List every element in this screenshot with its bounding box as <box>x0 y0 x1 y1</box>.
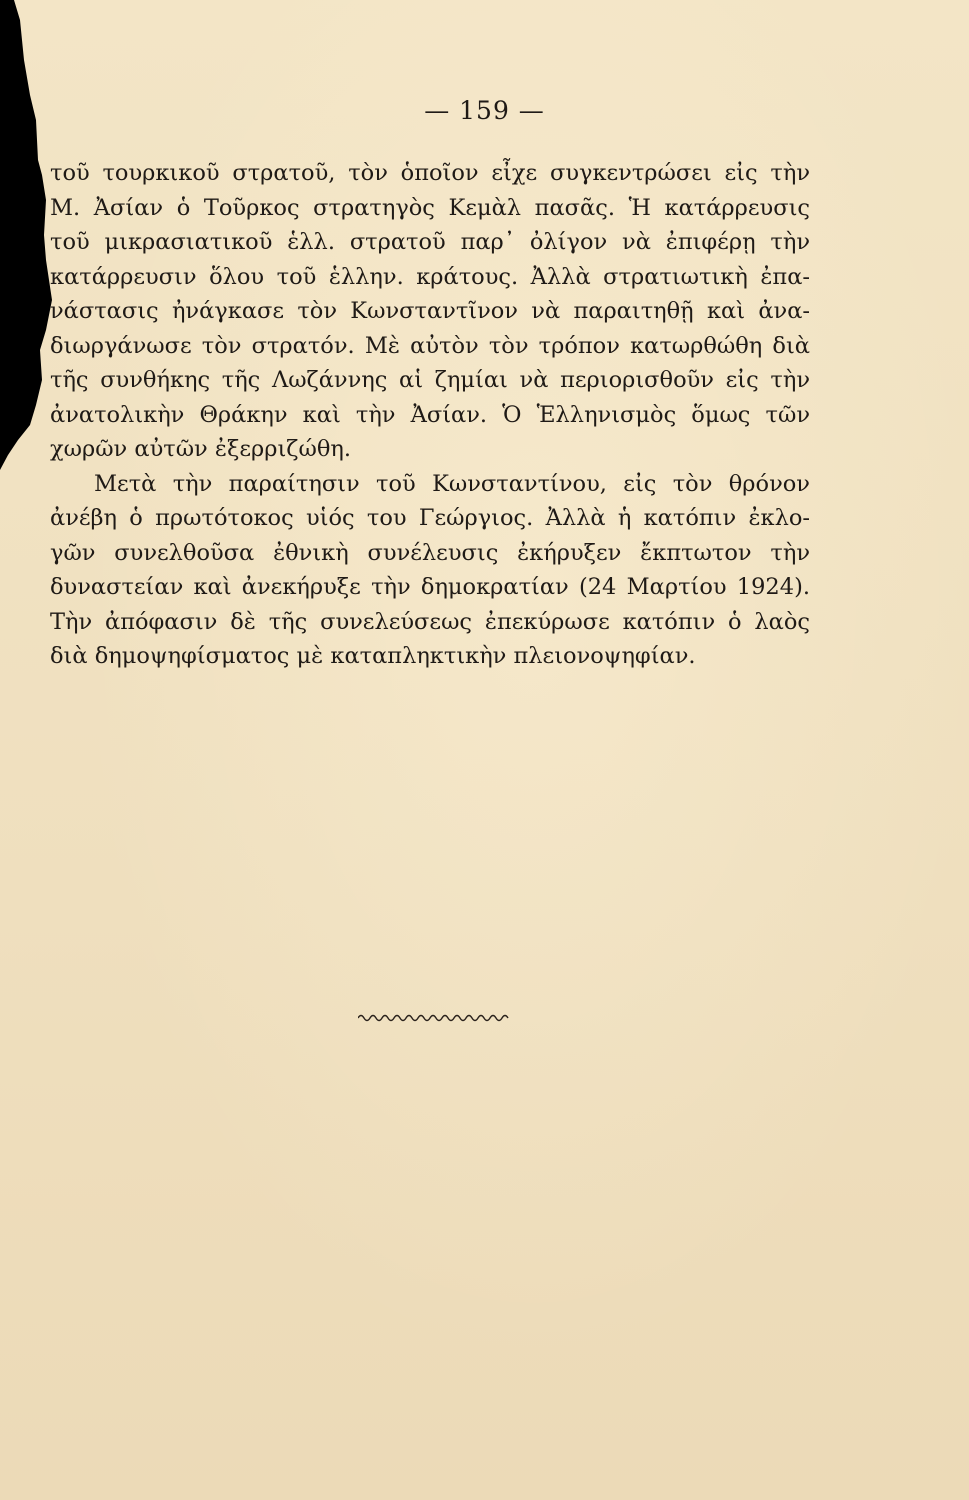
paragraph-1-line: τῆς συνθήκης τῆς Λωζάννης αἱ ζημίαι νὰ περιορισθοῦν εἰς τὴν <box>50 367 810 393</box>
paragraph-2-line: δυναστείαν καὶ ἀνεκήρυξε τὴν δημοκρατίαν (24 Μαρτίου 1924). <box>50 574 810 600</box>
paragraph-2-line: ἀνέβη ὁ πρωτότοκος υἱός του Γεώργιος. Ἀλλὰ ἡ κατόπιν ἐκλο- <box>50 505 810 531</box>
paragraph-1-line: διωργάνωσε τὸν στρατόν. Μὲ αὐτὸν τὸν τρόπον κατωρθώθη διὰ <box>50 332 810 359</box>
paragraph-2-line: Μετὰ τὴν παραίτησιν τοῦ Κωνσταντίνου, εἰς τὸν θρόνον <box>94 470 810 497</box>
paragraph-1-line: ἀνατολικὴν Θράκην καὶ τὴν Ἀσίαν. Ὁ Ἑλληνισμὸς ὅμως τῶν <box>50 401 810 428</box>
paragraph-1-line: κατάρρευσιν ὅλου τοῦ ἑλλην. κράτους. Ἀλλὰ στρατιωτικὴ ἐπα- <box>50 263 810 290</box>
paragraph-2-line: Τὴν ἀπόφασιν δὲ τῆς συνελεύσεως ἐπεκύρωσε κατόπιν ὁ λαὸς <box>50 608 810 635</box>
body-text <box>50 156 810 674</box>
paragraph-1-line: Μ. Ἀσίαν ὁ Τοῦρκος στρατηγὸς Κεμὰλ πασᾶς. Ἡ κατάρρευσις <box>50 194 810 221</box>
wavy-line-ornament <box>358 1011 510 1025</box>
paragraph-2-line: γῶν συνελθοῦσα ἐθνικὴ συνέλευσις ἐκήρυξεν ἔκπτωτον τὴν <box>50 539 810 566</box>
paragraph-1-line: νάστασις ἠνάγκασε τὸν Κωνσταντῖνον νὰ παραιτηθῇ καὶ ἀνα- <box>50 298 810 324</box>
paragraph-2-line: διὰ δημοψηφίσματος μὲ καταπληκτικὴν πλειονοψηφίαν. <box>50 643 696 669</box>
paragraph-1-line: χωρῶν αὐτῶν ἐξερριζώθη. <box>50 436 352 462</box>
paragraph-1-line: τοῦ μικρασιατικοῦ ἑλλ. στρατοῦ παρ᾽ ὀλίγον νὰ ἐπιφέρῃ τὴν <box>50 229 810 255</box>
paragraph-1-line: τοῦ τουρκικοῦ στρατοῦ, τὸν ὁποῖον εἶχε συγκεντρώσει εἰς τὴν <box>50 160 810 186</box>
page-number: — 159 — <box>424 96 545 125</box>
